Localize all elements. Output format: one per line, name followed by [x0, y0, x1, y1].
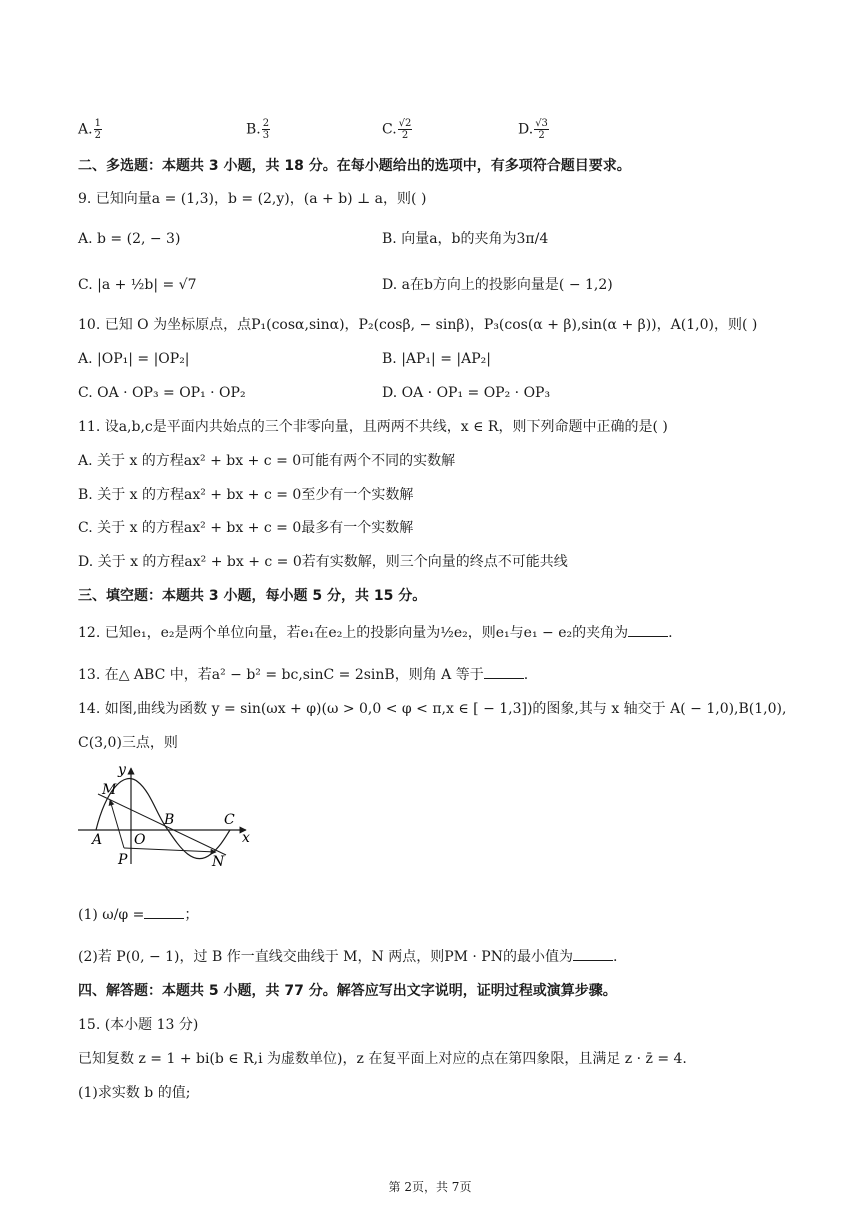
q8-option-b: B. $\frac{2}{3}$: [246, 118, 270, 141]
q11-option-d: D. 关于 x 的方程ax² + bx + c = 0若有实数解，则三个向量的终点不可能共线: [78, 554, 568, 570]
label-y: y: [118, 762, 126, 778]
q11-stem: 11. 设a,b,c是平面内共始点的三个非零向量，且两两不共线，x ∈ R，则下列命题中正确的是( ): [78, 419, 668, 435]
q13: 13. 在△ ABC 中，若a² − b² = bc,sinC = 2sinB，则角 A 等于 .: [78, 667, 529, 683]
q13-answer-blank[interactable]: [484, 666, 524, 679]
vector-pn: [124, 848, 216, 852]
label-m: M: [102, 782, 117, 798]
q10-option-d: D. OA · OP₁ = OP₂ · OP₃: [382, 385, 551, 401]
q8-option-c: C. $\frac{√2}{2}$: [382, 118, 412, 141]
q9-option-b: B. 向量a，b的夹角为3π/4: [382, 231, 549, 247]
q14-sub2-answer-blank[interactable]: [573, 948, 613, 961]
q14-line-2: C(3,0)三点，则: [78, 735, 178, 751]
label-b: B: [164, 812, 175, 828]
q11-option-c: C. 关于 x 的方程ax² + bx + c = 0最多有一个实数解: [78, 520, 414, 536]
q9-option-d: D. a在b方向上的投影向量是( − 1,2): [382, 277, 613, 293]
label-o: O: [134, 832, 146, 848]
q10-option-a: A. |OP₁| = |OP₂|: [78, 351, 190, 367]
label-c: C: [224, 812, 235, 828]
page-footer: 第 2页，共 7页: [388, 1180, 472, 1194]
q10-stem: 10. 已知 O 为坐标原点，点P₁(cosα,sinα)，P₂(cosβ, − sinβ)，P₃(cos(α + β),sin(α + β))，A(1,0)，则( ): [78, 317, 758, 333]
q14-figure: [76, 760, 256, 870]
vector-pm: [110, 800, 124, 848]
q8-option-d: D. $\frac{√3}{2}$: [518, 118, 548, 141]
q8-option-a: A. $\frac{1}{2}$: [78, 118, 101, 141]
q12-answer-blank[interactable]: [628, 624, 668, 637]
q14-line-1: 14. 如图,曲线为函数 y = sin(ωx + φ)(ω > 0,0 < φ < π,x ∈ [ − 1,3])的图象,其与 x 轴交于 A( − 1,0),B(1,0),: [78, 701, 787, 717]
q10-option-b: B. |AP₁| = |AP₂|: [382, 351, 491, 367]
label-n: N: [212, 854, 225, 870]
q9-option-a: A. b = (2, − 3): [78, 231, 181, 247]
q12: 12. 已知e₁，e₂是两个单位向量，若e₁在e₂上的投影向量为½e₂，则e₁与e₁ − e₂的夹角为 .: [78, 625, 673, 641]
q15-sub-1: (1)求实数 b 的值;: [78, 1085, 191, 1101]
q10-option-c: C. OA · OP₃ = OP₁ · OP₂: [78, 385, 246, 401]
section-2-heading: 二、多选题：本题共 3 小题，共 18 分。在每小题给出的选项中，有多项符合题目要求。: [78, 158, 631, 174]
section-3-heading: 三、填空题：本题共 3 小题，每小题 5 分，共 15 分。: [78, 588, 427, 604]
q14-sub-2: (2)若 P(0, − 1)，过 B 作一直线交曲线于 M，N 两点，则PM · PN的最小值为 .: [78, 949, 618, 965]
q14-sub-1: (1) ω/φ = ；: [78, 907, 199, 923]
q9-stem: 9. 已知向量a = (1,3)，b = (2,y)，(a + b) ⊥ a，则( ): [78, 191, 427, 207]
q11-option-b: B. 关于 x 的方程ax² + bx + c = 0至少有一个实数解: [78, 487, 414, 503]
label-a: A: [92, 832, 103, 848]
q9-option-c: C. |a + ½b| = √7: [78, 277, 197, 293]
q11-option-a: A. 关于 x 的方程ax² + bx + c = 0可能有两个不同的实数解: [78, 453, 456, 469]
q15-title: 15. (本小题 13 分): [78, 1017, 199, 1033]
label-x: x: [242, 830, 250, 846]
label-p: P: [118, 852, 128, 868]
q14-sub1-answer-blank[interactable]: [144, 906, 184, 919]
q15-stem: 已知复数 z = 1 + bi(b ∈ R,i 为虚数单位)，z 在复平面上对应的点在第四象限，且满足 z · z̄ = 4.: [78, 1051, 687, 1067]
section-4-heading: 四、解答题：本题共 5 小题，共 77 分。解答应写出文字说明，证明过程或演算步骤。: [78, 983, 617, 999]
